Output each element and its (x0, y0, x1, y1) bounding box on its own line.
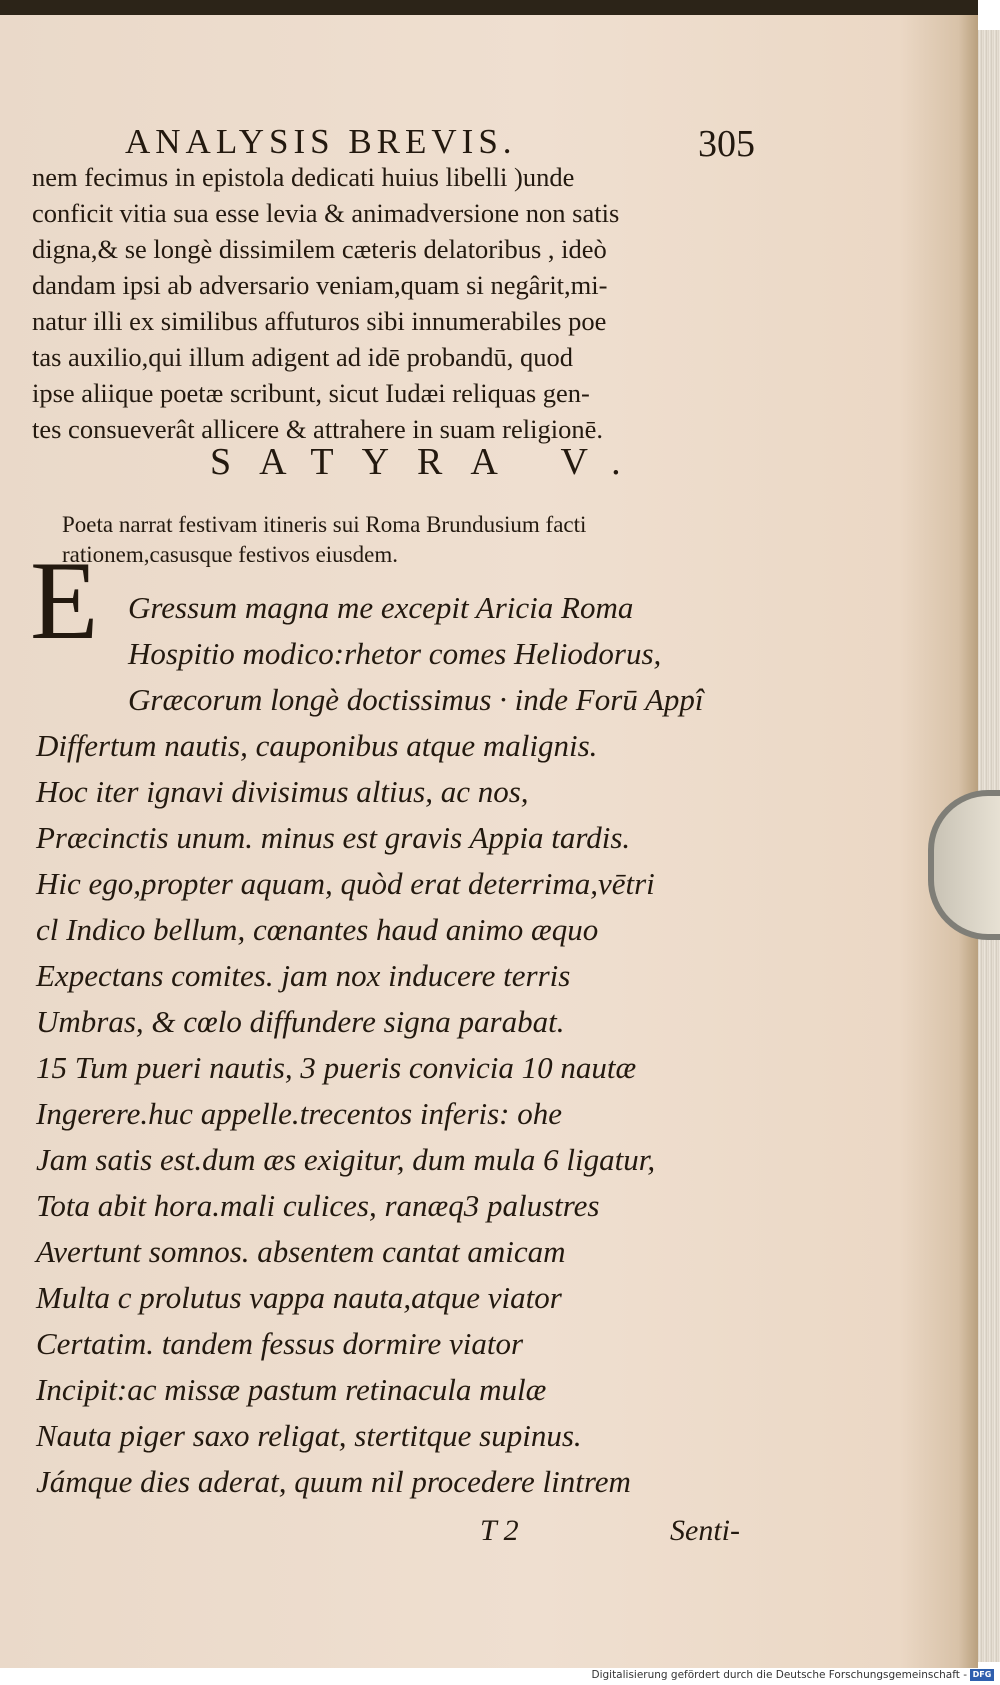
commentary-line: dandam ipsi ab adversario veniam,quam si negârit,mi- (32, 270, 608, 300)
signature-mark: T 2 (480, 1514, 519, 1547)
verse-line: Multa c prolutus vappa nauta,atque viator (36, 1280, 562, 1315)
argument-line: rationem,casusque festivos eiusdem. (62, 542, 398, 567)
commentary-line: nem fecimus in epistola dedicati huius libelli )unde (32, 162, 575, 192)
page-number: 305 (698, 123, 755, 165)
drop-cap: E (30, 539, 99, 663)
commentary-line: conficit vitia sua esse levia & animadversione non satis (32, 198, 620, 228)
verse-line: Hospitio modico:rhetor comes Heliodorus, (128, 636, 662, 671)
catchword: Senti- (670, 1514, 740, 1547)
verse-line: Avertunt somnos. absentem cantat amicam (36, 1234, 566, 1269)
verse-line: Umbras, & cœlo diffundere signa parabat. (36, 1004, 565, 1039)
commentary-line: digna,& se longè dissimilem cæteris delatoribus , ideò (32, 234, 607, 264)
verse-line: Hic ego,propter aquam, quòd erat deterrima,vētri (36, 866, 655, 901)
verse-line: Incipit:ac missæ pastum retinacula mulæ (36, 1372, 547, 1407)
verse-line: Tota abit hora.mali culices, ranæq3 palustres (36, 1188, 600, 1223)
verse-line: Ingerere.huc appelle.trecentos inferis: ohe (36, 1096, 562, 1131)
running-head-title: ANALYSIS BREVIS. (125, 122, 517, 161)
verse-line: Præcinctis unum. minus est gravis Appia tardis. (36, 820, 631, 855)
commentary-line: ipse aliique poetæ scribunt, sicut Iudæi reliquas gen- (32, 378, 590, 408)
digitization-footer (591, 1667, 994, 1683)
verse-line: Certatim. tandem fessus dormire viator (36, 1326, 524, 1361)
footer-credit: Digitalisierung gefördert durch die Deutsche Forschungsgemeinschaft - (591, 1669, 967, 1681)
verse-line: Gressum magna me excepit Aricia Roma (128, 590, 634, 625)
argument-line: Poeta narrat festivam itineris sui Roma Brundusium facti (62, 512, 587, 537)
verse-line: Hoc iter ignavi divisimus altius, ac nos, (36, 774, 529, 809)
verse-line: Græcorum longè doctissimus · inde Forū Appî (128, 682, 704, 717)
verse-line: 15 Tum pueri nautis, 3 pueris convicia 10 nautæ (36, 1050, 637, 1085)
satire-heading: SATYRA V. (210, 441, 649, 483)
dfg-logo-icon: DFG (970, 1669, 994, 1681)
verse-line: cl Indico bellum, cœnantes haud animo æquo (36, 912, 599, 947)
verse-line: Expectans comites. jam nox inducere terris (36, 958, 571, 993)
verse-line: Differtum nautis, cauponibus atque malignis. (36, 728, 598, 763)
verse-line: Jámque dies aderat, quum nil procedere lintrem (36, 1464, 631, 1499)
commentary-line: tas auxilio,qui illum adigent ad idē probandū, quod (32, 342, 573, 372)
verse-line: Jam satis est.dum æs exigitur, dum mula 6 ligatur, (36, 1142, 656, 1177)
commentary-line: natur illi ex similibus affuturos sibi innumerabiles poe (32, 306, 607, 336)
verse-line: Nauta piger saxo religat, stertitque supinus. (36, 1418, 582, 1453)
commentary-line: tes consueverât allicere & attrahere in suam religionē. (32, 414, 603, 444)
